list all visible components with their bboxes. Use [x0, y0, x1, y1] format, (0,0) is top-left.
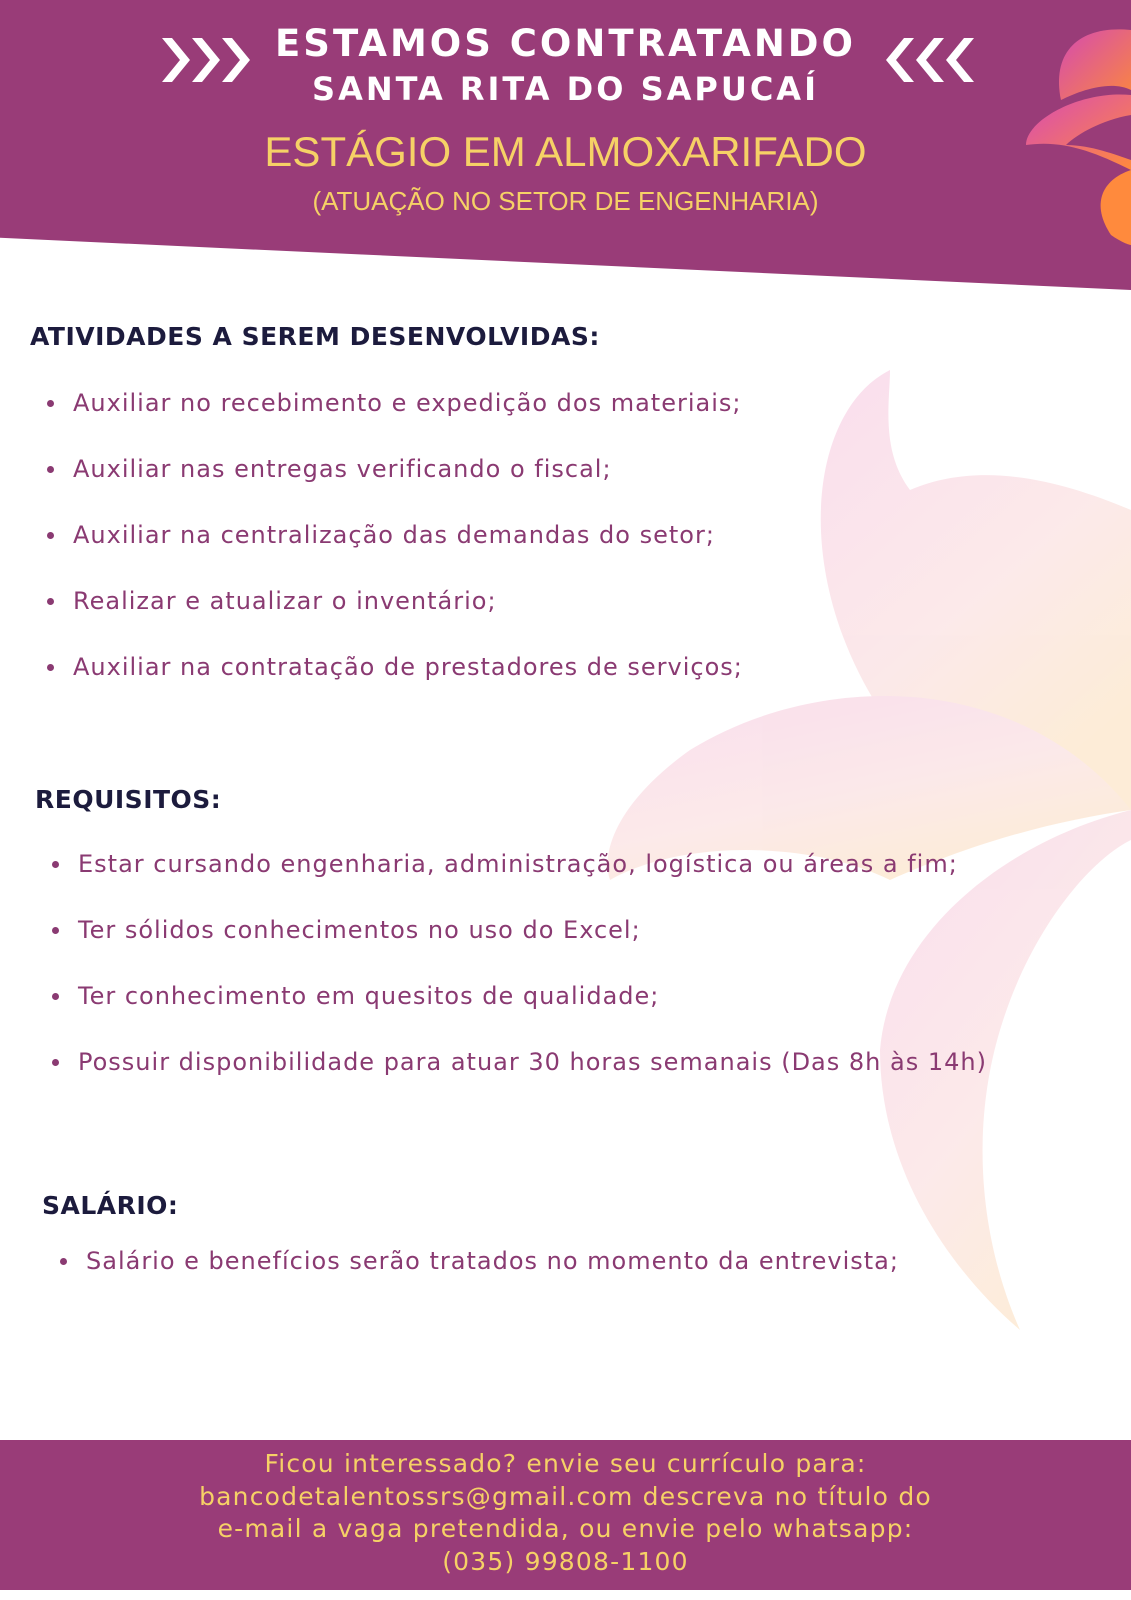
job-title: ESTÁGIO EM ALMOXARIFADO [264, 128, 867, 175]
contact-email-line: bancodetalentossrs@gmail.com descreva no título do [199, 1481, 932, 1511]
list-item: Ter sólidos conhecimentos no uso do Excel; [50, 915, 987, 981]
city-title: SANTA RITA DO SAPUCAÍ [312, 70, 819, 108]
list-item: Realizar e atualizar o inventário; [45, 586, 743, 652]
list-item: Possuir disponibilidade para atuar 30 horas semanais (Das 8h às 14h) [50, 1047, 987, 1113]
requirements-list [50, 849, 987, 1113]
chevrons-left-icon [878, 30, 978, 90]
list-item: Ter conhecimento em quesitos de qualidade; [50, 981, 987, 1047]
list-item: Auxiliar nas entregas verificando o fiscal; [45, 454, 743, 520]
activities-list [45, 388, 743, 718]
contact-phone: (035) 99808-1100 [442, 1546, 689, 1576]
list-item: Auxiliar na contratação de prestadores de serviços; [45, 652, 743, 718]
list-item: Auxiliar na centralização das demandas do setor; [45, 520, 743, 586]
list-item: Salário e benefícios serão tratados no momento da entrevista; [58, 1246, 899, 1312]
requirements-heading: REQUISITOS: [35, 785, 222, 814]
footer-banner [0, 1440, 1131, 1590]
contact-info [0, 1448, 1131, 1578]
contact-line-1: Ficou interessado? envie seu currículo para: [264, 1449, 867, 1478]
contact-line-3: e-mail a vaga pretendida, ou envie pelo whatsapp: [217, 1514, 914, 1543]
salary-heading: SALÁRIO: [42, 1191, 179, 1220]
list-item: Auxiliar no recebimento e expedição dos materiais; [45, 388, 743, 454]
list-item: Estar cursando engenharia, administração, logística ou áreas a fim; [50, 849, 987, 915]
hiring-title: ESTAMOS CONTRATANDO [275, 22, 856, 65]
salary-list [58, 1246, 899, 1312]
job-subtitle: (ATUAÇÃO NO SETOR DE ENGENHARIA) [312, 186, 819, 216]
activities-heading: ATIVIDADES A SEREM DESENVOLVIDAS: [30, 322, 600, 351]
